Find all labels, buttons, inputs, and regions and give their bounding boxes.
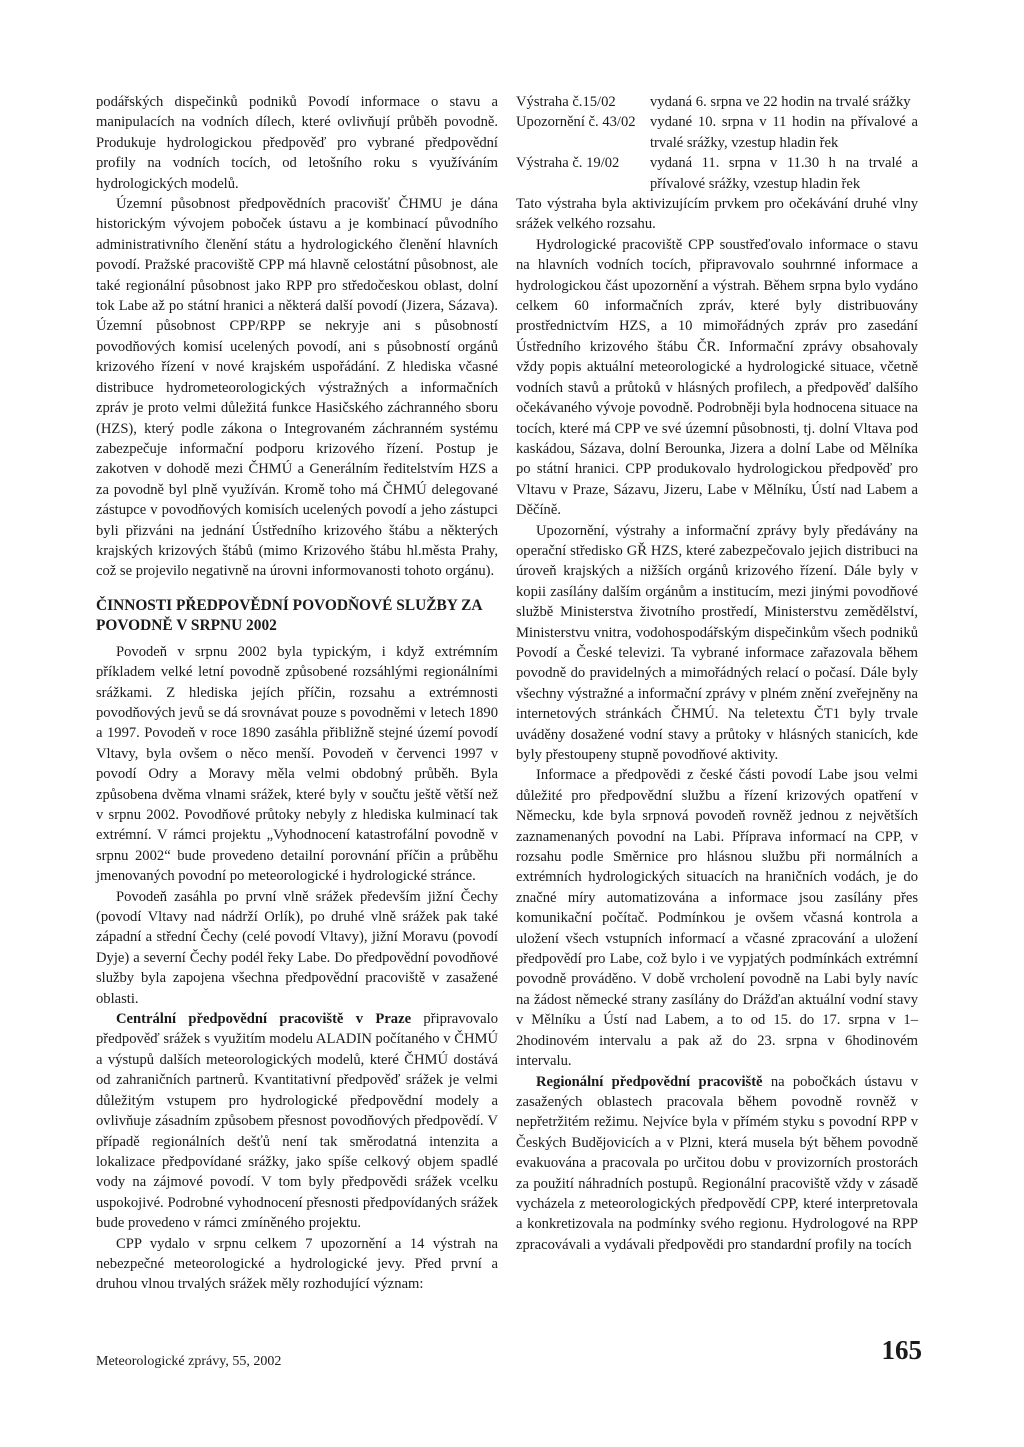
regional-offices-bold: Regionální předpovědní pracoviště xyxy=(536,1073,763,1090)
page-number: 165 xyxy=(881,1335,922,1365)
warning-text: vydaná 11. srpna v 11.30 h na trvalé a přívalové srážky, vzestup hladin řek xyxy=(650,155,918,192)
warning-label: Výstraha č.15/02 xyxy=(516,94,616,110)
regional-offices-text: na pobočkách ústavu v zasažených oblastech pracovala během povodně rovněž v nepřetržitém režimu. Nejvíce byla v přímém styku s povodní RPP v Českých Budějovicích a v Plzni, která musela být během povodně evakuována a pracovala po určitou dobu v provizorních prostorách za použití náhradních postupů. Regionální pracoviště vždy v zásadě vycházela z meteorologických předpovědí CPP, které interpretovala a konkretizovala na podmínky svého regionu. Hydrologové na RPP zpracovávali a vydávali předpovědi pro standardní profily na tocích xyxy=(516,1073,919,1253)
paragraph-central-office xyxy=(96,1009,498,1233)
warning-entry xyxy=(516,92,918,112)
paragraph-flood-extent: Povodeň zasáhla po první vlně srážek především jižní Čechy (povodí Vltavy nad nádrží Orlík), po druhé vlně srážek pak také západní a střední Čechy (celé povodí Vltavy), jižní Moravu (povodí Dyje) a severní Čechy podél řeky Labe. Do předpovědní povodňové služby byla zapojena všechna předpovědní pracoviště v zasažené oblasti. xyxy=(96,888,498,1007)
warning-entry xyxy=(516,153,918,194)
warning-label: Výstraha č. 19/02 xyxy=(516,155,620,172)
paragraph-hydrology-cpp: Hydrologické pracoviště CPP soustřeďovalo informace o stavu na hlavních vodních tocích, připravovalo souhrnné informace a hydrologickou část upozornění a výstrah. Během srpna bylo vydáno celkem 60 informačních zpráv, které byly distribuovány prostřednictvím HZS, a 10 mimořádných zpráv pro zasedání Ústředního krizového štábu ČR. Informační zprávy obsahovaly vždy popis aktuální meteorologické a hydrologické situace, včetně vodních stavů a průtoků v hlásných profilech, a předpověď dalšího očekávaného vývoje povodně. Podrobněji byla hodnocena situace na tocích, které má CPP ve své územní působnosti, tj. dolní Vltava pod kaskádou, Sázava, dolní Berounka, Jizera a dolní Labe od Mělníka po státní hranici. CPP produkovalo hydrologickou předpověď pro Vltavu v Praze, Sázavu, Jizeru, Labe v Mělníku, Ústí nad Labem a Děčíně. xyxy=(516,236,919,519)
paragraph-elbe-germany: Informace a předpovědi z české části povodí Labe jsou velmi důležité pro předpovědní službu a řízení krizových opatření v Německu, kde byla srpnová povodeň rovněž jednou z největších zaznamenaných povodní na Labi. Příprava informací na CPP, v rozsahu podle Směrnice pro hlásnou službu při normálních a extrémních hydrologických situacích na hraničních vodách, je do značné míry automatizována a informace jsou zasílány přes komunikační počítač. Podmínkou je ovšem včasná kontrola a uložení všech vstupních informací a včasné zpracování a uložení předpovědí pro Labe, což bylo i ve vypjatých podmínkách extrémní povodně prováděno. V době vrcholení povodně na Labi byly navíc na žádost německé strany zasílány do Drážďan aktuální vodní stavy v Mělníku a Ústí nad Labem, a to od 15. do 17. srpna v 1–2hodinovém intervalu a pak až do 23. srpna v 6hodinovém intervalu. xyxy=(516,767,918,1070)
right-column xyxy=(516,92,918,1255)
warning-entry xyxy=(516,112,918,153)
central-office-bold: Centrální předpovědní pracoviště v Praze xyxy=(116,1011,412,1028)
warning-text: vydané 10. srpna v 11 hodin na přívalové a trvalé srážky, vzestup hladin řek xyxy=(650,114,918,151)
paragraph-territorial-scope: Územní působnost předpovědních pracovišť ČHMU je dána historickým vývojem poboček ústavu a je kombinací původního administrativního členění státu a hydrologického členění hlavních povodí. Pražské pracoviště CPP má hlavně celostátní působnost, ale také regionální působnost jako RPP pro středočeskou oblast, dolní tok Labe až po státní hranici a některá další povodí (Jizera, Sázava). Územní působnost CPP/RPP se nekryje ani s působností povodňových komisí ucelených povodí, ani s působností orgánů krizového řízení v nové krajském uspořádání. Z hlediska včasné distribuce hydrometeorologických výstražných a informačních zpráv je proto velmi důležitá funkce Hasičského záchranného sboru (HZS), který podle zákona o Integrovaném záchranném systému zabezpečuje informační podporu krizového řízení. Postup je zakotven v dohodě mezi ČHMÚ a Generálním ředitelstvím HZS a za povodně byl plně využíván. Kromě toho má ČHMÚ delegované zástupce v povodňových komisích ucelených povodí a jeho zástupci byli přizváni na jednání Ústředního krizového štábu a některých krajských krizových štábů (mimo Krizového štábu hl.města Prahy, což se projevilo negativně na úrovni informovanosti tohoto orgánu). xyxy=(96,196,498,580)
warning-text: vydaná 6. srpna ve 22 hodin na trvalé srážky xyxy=(650,94,911,110)
warning-label: Upozornění č. 43/02 xyxy=(516,114,636,131)
paragraph-continuation: podářských dispečinků podniků Povodí informace o stavu a manipulacích na vodních dílech, které ovlivňují průběh povodně. Produkuje hydrologickou předpověď pro vybrané předpovědní profily na vodních tocích, od letošního roku s využíváním hydrologických modelů. xyxy=(96,94,498,192)
paragraph-flood-2002: Povodeň v srpnu 2002 byla typickým, i když extrémním příkladem velké letní povodně způsobené rozsáhlými regionálními srážkami. Z hlediska jejích příčin, rozsahu a extrémnosti povodňových jevů se dá srovnávat pouze s povodněmi v letech 1890 a 1997. Povodeň v roce 1890 zasáhla přibližně stejné území povodí Vltavy, byla ovšem o něco menší. Povodeň v červenci 1997 v povodí Odry a Moravy měla velmi obdobný průběh. Byla způsobena dvěma vlnami srážek, které byly v součtu ještě větší než v srpnu 2002. Povodňové průtoky nebyly z hlediska kulminací tak extrémní. V rámci projektu „Vyhodnocení katastrofální povodně v srpnu 2002“ bude provedeno detailní porovnání příčin a průběhu jmenovaných povodní po meteorologické i hydrologické stránce. xyxy=(96,643,498,885)
paragraph-warnings-intro: CPP vydalo v srpnu celkem 7 upozornění a 14 výstrah na nebezpečné meteorologické a hydrologické jevy. Před první a druhou vlnou trvalých srážek měly rozhodující význam: xyxy=(96,1235,498,1293)
paragraph-regional-offices xyxy=(516,1072,918,1256)
central-office-text: připravovalo předpověď srážek s využitím modelu ALADIN počítaného v ČHMÚ a výstupů dalších meteorologických modelů, které ČHMÚ dostává od zahraničních partnerů. Kvantitativní předpověď srážek je velmi důležitým vstupem pro hydrologické předpovědní modely a ovlivňuje zásadním způsobem přesnost povodňových předpovědí. V případě regionálních dešťů není tak směrodatná intenzita a lokalizace předpovídané srážky, jako spíše celkový objem spadlé vody na zájmové povodí. V tom byly předpovědi srážek vcelku uspokojivé. Podrobné vyhodnocení přesnosti předpovídaných srážek bude provedeno v rámci zmíněného projektu. xyxy=(96,1011,498,1232)
paragraph-warning-note: Tato výstraha byla aktivizujícím prvkem pro očekávání druhé vlny srážek velkého rozsahu. xyxy=(516,196,918,233)
footer-journal-citation: Meteorologické zprávy, 55, 2002 xyxy=(96,1354,282,1369)
paragraph-distribution: Upozornění, výstrahy a informační zprávy byly předávány na operační středisko GŘ HZS, které zabezpečovalo jejich distribuci na úroveň krajských a nižších orgánů krizového řízení. Dále byly v kopii zasílány dalším orgánům a institucím, mezi jinými povodňové službě Ministerstva životního prostředí, Ministerstvu zemědělství, Ministerstvu vnitra, vodohospodářským dispečinkům všech podniků Povodí a České televizi. Ta vybrané informace zařazovala během povodně do pravidelných a mimořádných relací o počasí. Dále byly všechny výstražné a informační zprávy v plném znění zveřejněny na internetových stránkách ČHMÚ. Na teletextu ČT1 byly trvale uváděny dosažené vodní stavy a průtoky v hlásných stanicích, kde byly přestoupeny stupně povodňové aktivity. xyxy=(516,522,918,763)
left-column xyxy=(96,92,498,1295)
section-heading: ČINNOSTI PŘEDPOVĚDNÍ POVODŇOVÉ SLUŽBY ZA POVODNĚ V SRPNU 2002 xyxy=(96,596,482,634)
